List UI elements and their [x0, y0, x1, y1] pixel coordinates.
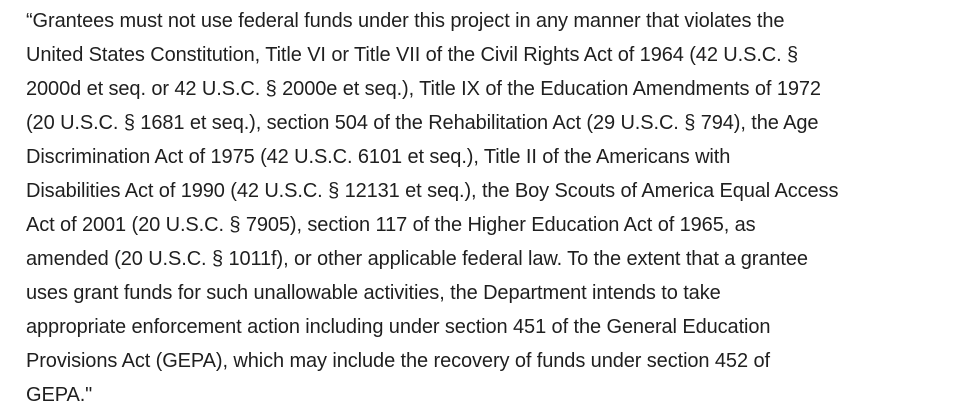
text-line: GEPA."	[26, 384, 93, 406]
text-line: uses grant funds for such unallowable activities, the Department intends to take	[26, 282, 721, 304]
quoted-paragraph	[26, 4, 971, 412]
text-line: Provisions Act (GEPA), which may include the recovery of funds under section 452 of	[26, 350, 770, 372]
text-line: Discrimination Act of 1975 (42 U.S.C. 6101 et seq.), Title II of the Americans with	[26, 146, 731, 168]
text-line: Act of 2001 (20 U.S.C. § 7905), section 117 of the Higher Education Act of 1965, as	[26, 214, 756, 236]
text-line: United States Constitution, Title VI or Title VII of the Civil Rights Act of 1964 (42 U.S.C. §	[26, 44, 799, 66]
text-line: appropriate enforcement action including under section 451 of the General Education	[26, 316, 771, 338]
text-line: Disabilities Act of 1990 (42 U.S.C. § 12131 et seq.), the Boy Scouts of America Equal Access	[26, 180, 839, 202]
text-line: amended (20 U.S.C. § 1011f), or other applicable federal law. To the extent that a grantee	[26, 248, 808, 270]
text-line: “Grantees must not use federal funds under this project in any manner that violates the	[26, 10, 785, 32]
text-line: (20 U.S.C. § 1681 et seq.), section 504 of the Rehabilitation Act (29 U.S.C. § 794), the Age	[26, 112, 819, 134]
text-line: 2000d et seq. or 42 U.S.C. § 2000e et seq.), Title IX of the Education Amendments of 1972	[26, 78, 821, 100]
